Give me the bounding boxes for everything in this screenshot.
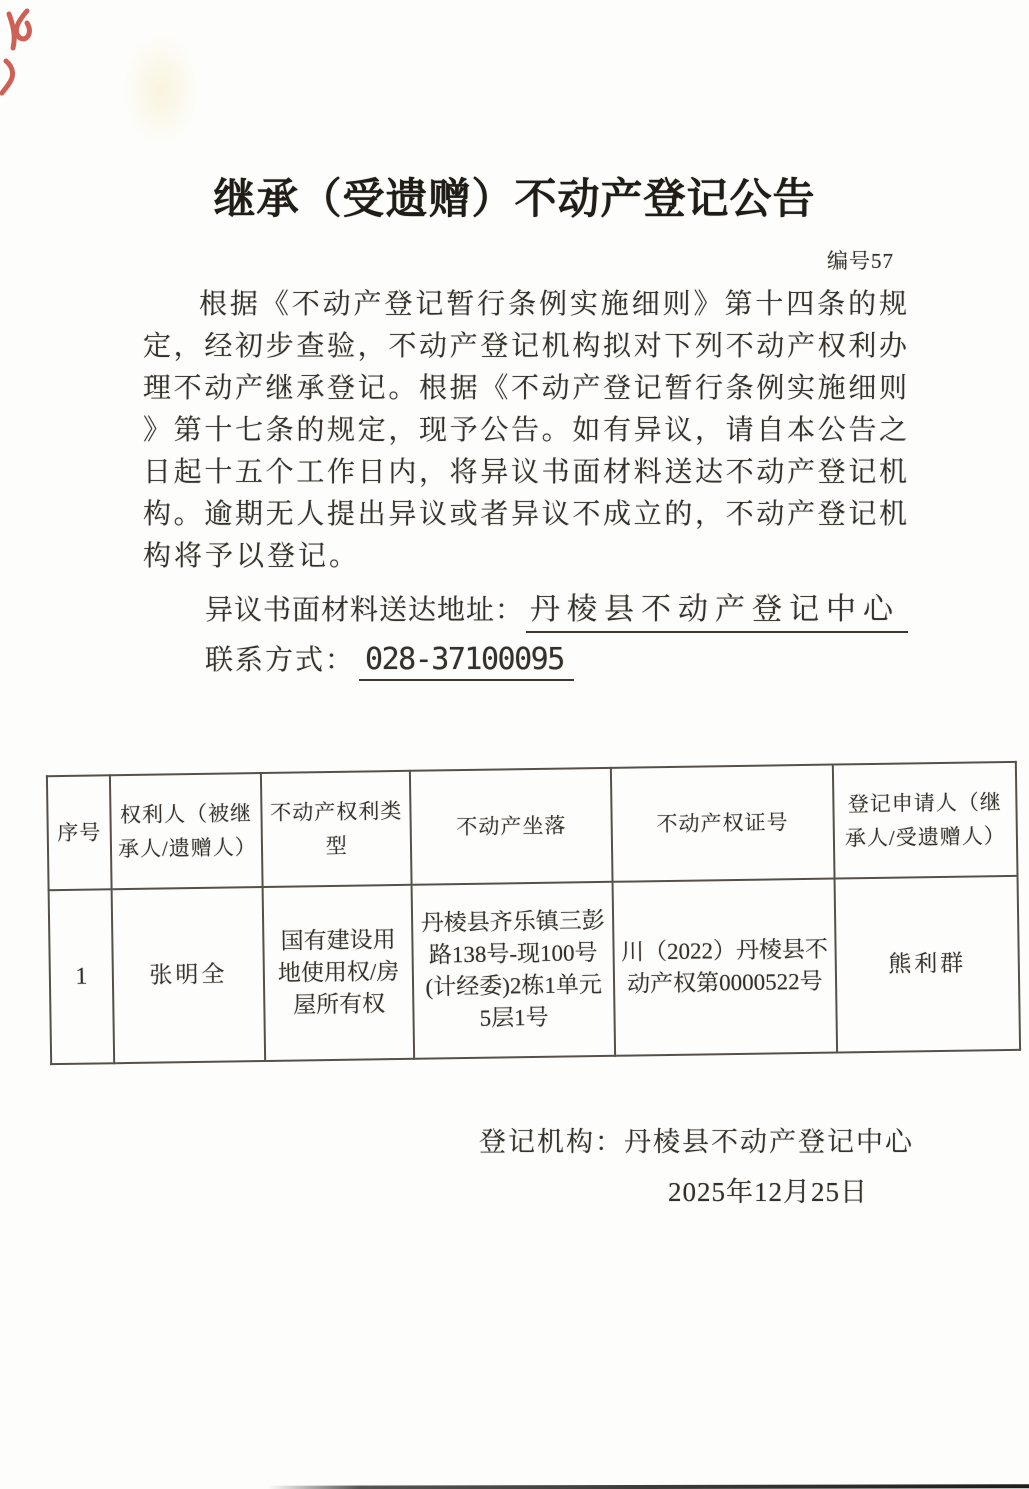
cell-right-type: 国有建设用地使用权/房屋所有权 [263, 885, 415, 1061]
page-title: 继承（受遗赠）不动产登记公告 [213, 177, 816, 223]
paragraph-line: 构。逾期无人提出异议或者异议不成立的，不动产登记机 [143, 499, 907, 530]
cell-index: 1 [49, 889, 115, 1064]
paragraph-line: 构将予以登记。 [143, 541, 361, 572]
paragraph-line: 》第十七条的规定，现予公告。如有异议，请自本公告之 [143, 415, 907, 446]
footer-date: 2025年12月25日 [668, 1177, 868, 1207]
org-value: 丹棱县不动产登记中心 [624, 1127, 914, 1157]
contact-value: 028-37100095 [359, 642, 574, 681]
paragraph-line: 理不动产继承登记。根据《不动产登记暂行条例实施细则 [143, 373, 907, 404]
doc-number: 编号57 [827, 249, 894, 273]
contact-line [205, 638, 574, 681]
cell-location: 丹棱县齐乐镇三彭路138号-现100号(计经委)2栋1单元5层1号 [412, 882, 615, 1059]
cell-applicant: 熊利群 [834, 876, 1020, 1053]
table-row [49, 876, 1020, 1064]
registration-table [46, 761, 1021, 1065]
paragraph-line: 定，经初步查验，不动产登记机构拟对下列不动产权利办 [143, 331, 907, 362]
address-label: 异议书面材料送达地址： [205, 595, 525, 626]
paragraph-line: 根据《不动产登记暂行条例实施细则》第十四条的规 [199, 289, 907, 320]
table-header-row [47, 762, 1018, 890]
paragraph-line: 日起十五个工作日内，将异议书面材料送达不动产登记机 [143, 457, 907, 488]
contact-label: 联系方式： [205, 645, 356, 676]
col-header-rights-holder: 权利人（被继承人/遗赠人） [110, 773, 263, 889]
col-header-index: 序号 [47, 775, 112, 890]
address-line [205, 584, 908, 633]
cell-rights-holder: 张明全 [112, 887, 266, 1063]
col-header-certificate-no: 不动产权证号 [611, 765, 835, 882]
col-header-right-type: 不动产权利类型 [261, 771, 412, 887]
registration-table-wrap [46, 761, 1021, 1065]
notice-paragraph [143, 284, 907, 578]
footer-org-line [479, 1120, 914, 1159]
scan-smudge [124, 34, 198, 146]
col-header-location: 不动产坐落 [410, 768, 612, 885]
scan-edge-artifact [268, 1484, 1029, 1489]
address-value: 丹棱县不动产登记中心 [526, 584, 908, 633]
col-header-applicant: 登记申请人（继承人/受遗赠人） [833, 762, 1018, 879]
red-ink-marks [0, 2, 60, 112]
org-label: 登记机构： [479, 1127, 624, 1157]
cell-certificate-no: 川（2022）丹棱县不动产权第0000522号 [612, 879, 836, 1056]
